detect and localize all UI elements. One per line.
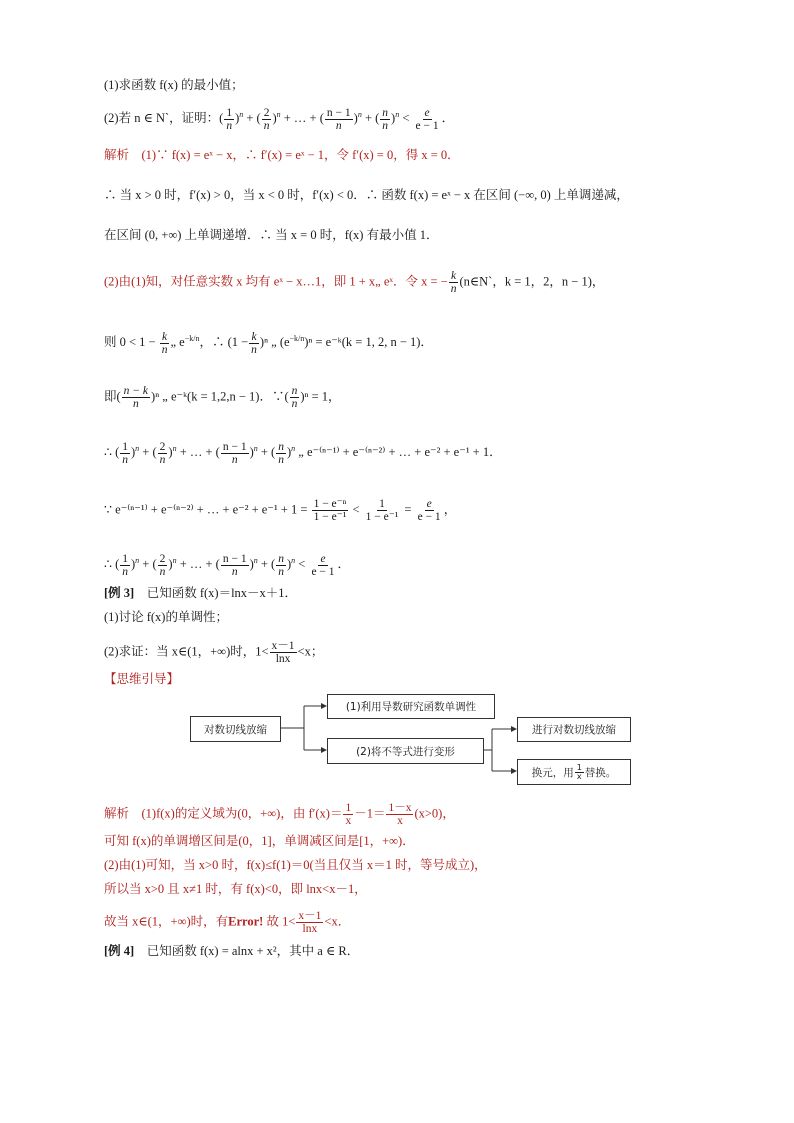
example-3-solution-2: 可知 f(x)的单调增区间是(0，1]，单调减区间是[1，+∞)． [104, 834, 415, 848]
example-3-question-2: (2)求证：当 x∈(1，+∞)时，1< $\frac{x-1}{\ln x}$ <x； [104, 640, 324, 665]
solution-line-1: 解析 (1)∵ f(x) = eˣ − x，∴ f′(x) = eˣ − 1，令 f′(x) = 0，得 x = 0． [104, 148, 460, 162]
solution-line-5: 则 0 < 1 − $\frac{k}{n}$ „ $e^{-k/n}$，∴ (1 − $\frac{k}{n}$ )ⁿ „ $(e^{-k/n})^n$ = e⁻ᵏ(k = 1, 2, n − 1)． [104, 330, 433, 356]
example-3-solution-4: 所以当 x>0 且 x≠1 时，有 f(x)<0，即 lnx<x－1， [104, 882, 367, 896]
flow-branch-1-node: (1)利用导数研究函数单调性 [327, 694, 495, 719]
solution-line-9: ∴ ( $\frac{1}{n}$ )$^n$ + ( $\frac{2}{n}$ )$^n$ + … + ( $\frac{n - 1}{n}$ )$^n$ + ( $\frac{n}{n}$ )$^n$ < $\frac{e}{e - 1}$ ． [104, 552, 351, 578]
example-3-solution-3: (2)由(1)可知，当 x>0 时，f(x)≤f(1)＝0(当且仅当 x＝1 时，等号成立)， [104, 858, 487, 872]
flow-branch-2-node: (2)将不等式进行变形 [327, 738, 484, 764]
flow-root-node: 对数切线放缩 [190, 716, 281, 742]
example-3-solution-5: 故当 x∈(1，+∞)时，有Error! 故 1< $\frac{x-1}{\ln x}$ <x． [104, 910, 351, 935]
solution-line-8: ∵ e⁻⁽ⁿ⁻¹⁾ + e⁻⁽ⁿ⁻²⁾ + … + e⁻² + e⁻¹ + 1 = $\frac{\text{1 − e⁻ⁿ}}{\text{1 − e⁻¹}}$ < $\frac{1}{\text{1 − e⁻¹}}$ = $\frac{e}{e - 1}$ ， [104, 498, 457, 523]
example-3-heading: [例 3] 已知函数 f(x)＝lnx－x＋1． [104, 586, 298, 600]
thinking-guide-label: 【思维引导】 [104, 672, 180, 686]
solution-line-3: 在区间 (0, +∞) 上单调递增．∴ 当 x = 0 时，f(x) 有最小值 1． [104, 228, 439, 242]
example-3-question-1: (1)讨论 f(x)的单调性； [104, 610, 228, 624]
example-3-solution-1: 解析 (1)f(x)的定义域为(0，+∞)，由 f′(x)＝ $\frac{1}{x}$ －1＝ $\frac{1-x}{x}$ (x>0)， [104, 802, 455, 827]
solution-line-6: 即( $\frac{n - k}{n}$ )ⁿ „ e⁻ᵏ(k = 1,2,n − 1)．∵( $\frac{n}{n}$ )ⁿ = 1， [104, 385, 341, 410]
solution-line-4: (2)由(1)知，对任意实数 x 均有 eˣ − x…1，即 1 + x„ eˣ．令 x = − $\frac{k}{n}$ (n∈N`，k = 1，2，n − 1)， [104, 270, 605, 295]
question-1: (1)求函数 f(x) 的最小值； [104, 78, 244, 92]
example-4-heading: [例 4] 已知函数 f(x) = alnx + x²，其中 a ∈ R． [104, 944, 360, 958]
question-2: (2)若 n ∈ N`，证明：( $\frac{1}{n}$ )$^n$ + ( $\frac{2}{n}$ )$^n$ + … + ( $\frac{n - 1}{n}$ )$^n$ + ( $\frac{n}{n}$ )$^n$ < $\frac{e}{e - 1}$ ． [104, 106, 455, 132]
solution-line-7: ∴ ( $\frac{1}{n}$ )$^n$ + ( $\frac{2}{n}$ )$^n$ + … + ( $\frac{n - 1}{n}$ )$^n$ + ( $\frac{n}{n}$ )$^n$ „ e⁻⁽ⁿ⁻¹⁾ + e⁻⁽ⁿ⁻²⁾ + … + e⁻² + e⁻¹ + 1． [104, 440, 502, 466]
flow-leaf-1-node: 进行对数切线放缩 [517, 717, 631, 742]
solution-line-2: ∴ 当 x > 0 时，f′(x) > 0，当 x < 0 时，f′(x) < 0．∴ 函数 f(x) = eˣ − x 在区间 (−∞, 0) 上单调递减， [104, 188, 629, 202]
flow-leaf-2-node: 换元，用 1 x 替换。 [517, 759, 631, 785]
